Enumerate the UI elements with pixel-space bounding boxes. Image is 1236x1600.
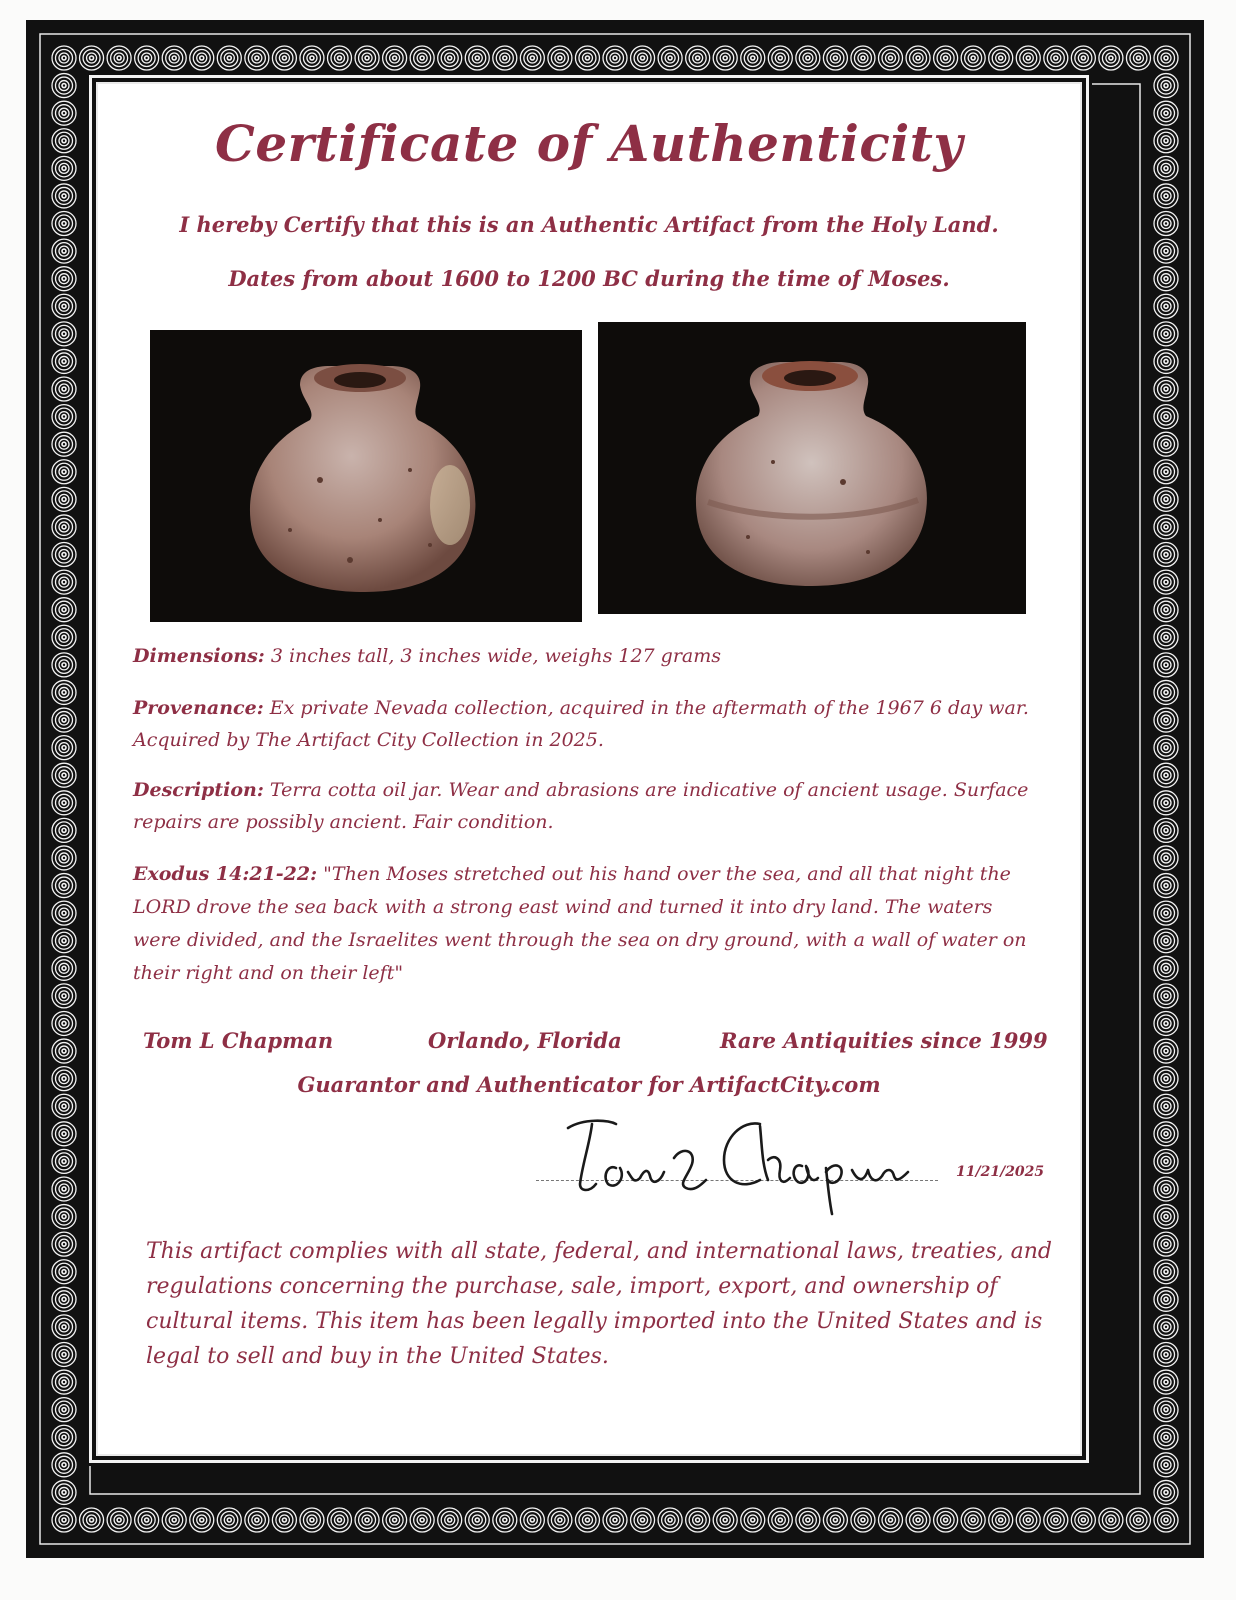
border-ring — [52, 598, 76, 622]
border-ring — [52, 432, 76, 456]
border-ring — [52, 1398, 76, 1422]
border-ring — [1099, 1508, 1123, 1532]
certificate-panel — [98, 84, 1080, 1454]
border-ring — [52, 349, 76, 373]
border-ring — [1154, 432, 1178, 456]
border-ring — [1154, 1260, 1178, 1284]
border-ring — [328, 46, 352, 70]
border-ring — [410, 46, 434, 70]
border-ring — [1154, 239, 1178, 263]
border-ring — [52, 1149, 76, 1173]
border-ring — [1154, 901, 1178, 925]
border-ring — [52, 1011, 76, 1035]
border-ring — [934, 46, 958, 70]
border-ring — [851, 1508, 875, 1532]
border-ring — [1154, 1122, 1178, 1146]
border-ring — [52, 1315, 76, 1339]
border-ring — [1154, 129, 1178, 153]
jar-image — [150, 330, 582, 622]
border-ring — [52, 1480, 76, 1504]
border-ring — [52, 1122, 76, 1146]
border-ring — [52, 129, 76, 153]
border-ring — [1154, 1039, 1178, 1063]
border-ring — [52, 156, 76, 180]
border-ring — [851, 46, 875, 70]
border-ring — [52, 874, 76, 898]
border-ring — [741, 46, 765, 70]
border-ring — [410, 1508, 434, 1532]
border-ring — [52, 901, 76, 925]
border-ring — [52, 1205, 76, 1229]
border-ring — [1154, 322, 1178, 346]
provenance-field — [133, 692, 1033, 756]
border-ring — [80, 1508, 104, 1532]
border-ring — [1154, 874, 1178, 898]
border-ring — [686, 1508, 710, 1532]
border-ring — [658, 1508, 682, 1532]
border-ring — [989, 46, 1013, 70]
border-ring — [52, 1067, 76, 1091]
provenance-value: Ex private Nevada collection, acquired in the aftermath of the 1967 6 day war. Acquired by The Artifact City Collection in 2025. — [133, 697, 1029, 751]
border-ring — [52, 1094, 76, 1118]
border-ring — [52, 294, 76, 318]
handwritten-signature — [546, 1106, 936, 1216]
border-ring — [1154, 184, 1178, 208]
description-value: Terra cotta oil jar. Wear and abrasions are indicative of ancient usage. Surface repairs are possibly ancient. Fair condition. — [133, 779, 1029, 833]
border-ring — [1154, 460, 1178, 484]
border-ring — [52, 763, 76, 787]
border-ring — [1154, 46, 1178, 70]
border-ring — [575, 46, 599, 70]
border-ring — [493, 1508, 517, 1532]
border-ring — [355, 46, 379, 70]
border-ring — [1154, 1398, 1178, 1422]
border-ring — [1154, 598, 1178, 622]
border-ring — [383, 1508, 407, 1532]
border-ring — [52, 267, 76, 291]
border-ring — [1154, 846, 1178, 870]
border-ring — [1154, 1011, 1178, 1035]
border-ring — [1154, 1177, 1178, 1201]
border-ring — [217, 1508, 241, 1532]
border-ring — [823, 1508, 847, 1532]
border-ring — [768, 1508, 792, 1532]
border-ring — [768, 46, 792, 70]
scripture-text: "Then Moses stretched out his hand over the sea, and all that night the LORD drove the sea back with a strong east wind and turned it into dry land. The waters were divided, and the Israelites went through the sea on dry ground, with a wall of water on their right and on their left" — [133, 863, 1027, 984]
border-ring — [1154, 74, 1178, 98]
border-ring — [52, 74, 76, 98]
border-ring — [1154, 377, 1178, 401]
border-ring — [1154, 294, 1178, 318]
signer-established: Rare Antiquities since 1999 — [720, 1028, 1048, 1053]
signer-location: Orlando, Florida — [428, 1028, 622, 1053]
border-ring — [52, 212, 76, 236]
border-ring — [1016, 1508, 1040, 1532]
dating-statement: Dates from about 1600 to 1200 BC during the time of Moses. — [228, 266, 950, 291]
border-ring — [741, 1508, 765, 1532]
border-ring — [383, 46, 407, 70]
border-ring — [52, 680, 76, 704]
border-ring — [438, 46, 462, 70]
border-ring — [1126, 46, 1150, 70]
border-ring — [1154, 1205, 1178, 1229]
dimensions-field — [133, 640, 1033, 672]
border-ring — [713, 46, 737, 70]
border-ring — [52, 543, 76, 567]
border-ring — [520, 46, 544, 70]
border-ring — [52, 184, 76, 208]
border-ring — [52, 625, 76, 649]
border-ring — [631, 46, 655, 70]
border-ring — [1154, 1149, 1178, 1173]
border-ring — [328, 1508, 352, 1532]
border-ring — [1154, 349, 1178, 373]
border-ring — [52, 818, 76, 842]
border-ring — [520, 1508, 544, 1532]
border-ring — [52, 570, 76, 594]
border-ring — [52, 377, 76, 401]
border-ring — [796, 46, 820, 70]
border-ring — [52, 1508, 76, 1532]
border-ring — [1154, 570, 1178, 594]
border-ring — [52, 487, 76, 511]
certify-statement: I hereby Certify that this is an Authentic Artifact from the Holy Land. — [179, 212, 999, 237]
border-ring — [1154, 1232, 1178, 1256]
border-ring — [1126, 1508, 1150, 1532]
border-ring — [272, 46, 296, 70]
border-ring — [1154, 543, 1178, 567]
border-ring — [355, 1508, 379, 1532]
border-ring — [548, 46, 572, 70]
border-ring — [1154, 763, 1178, 787]
border-ring — [52, 46, 76, 70]
border-ring — [217, 46, 241, 70]
border-ring — [245, 46, 269, 70]
border-ring — [52, 322, 76, 346]
border-ring — [1154, 680, 1178, 704]
border-ring — [1154, 1315, 1178, 1339]
legal-compliance-statement: This artifact complies with all state, federal, and international laws, treaties, and regulations concerning the purchase, sale, import, export, and ownership of cultural items. This item has been legally imported into the United States and is legal to sell and buy in the United States. — [146, 1239, 1052, 1369]
border-ring — [1154, 929, 1178, 953]
border-ring — [1154, 818, 1178, 842]
border-ring — [245, 1508, 269, 1532]
border-ring — [493, 46, 517, 70]
jar-image — [598, 322, 1026, 614]
border-ring — [879, 46, 903, 70]
border-ring — [52, 1232, 76, 1256]
border-ring — [823, 46, 847, 70]
description-label: Description: — [133, 779, 264, 801]
artifact-photo-left — [150, 330, 582, 622]
border-ring — [1154, 1508, 1178, 1532]
border-ring — [52, 984, 76, 1008]
border-ring — [1154, 791, 1178, 815]
border-ring — [796, 1508, 820, 1532]
border-ring — [52, 1039, 76, 1063]
border-ring — [906, 1508, 930, 1532]
border-ring — [1154, 708, 1178, 732]
border-ring — [1044, 46, 1068, 70]
border-ring — [1016, 46, 1040, 70]
border-ring — [107, 46, 131, 70]
signer-name: Tom L Chapman — [143, 1028, 334, 1053]
signature-date: 11/21/2025 — [956, 1164, 1045, 1180]
border-ring — [135, 46, 159, 70]
border-ring — [272, 1508, 296, 1532]
border-ring — [52, 460, 76, 484]
border-ring — [631, 1508, 655, 1532]
border-ring — [107, 1508, 131, 1532]
border-ring — [934, 1508, 958, 1532]
border-ring — [1154, 405, 1178, 429]
border-ring — [1154, 1425, 1178, 1449]
border-ring — [135, 1508, 159, 1532]
border-ring — [465, 46, 489, 70]
border-ring — [52, 1287, 76, 1311]
border-ring — [52, 929, 76, 953]
artifact-photo-right — [598, 322, 1026, 614]
border-ring — [190, 1508, 214, 1532]
border-ring — [1154, 1287, 1178, 1311]
border-ring — [80, 46, 104, 70]
border-ring — [465, 1508, 489, 1532]
border-ring — [658, 46, 682, 70]
border-ring — [1154, 736, 1178, 760]
border-ring — [1154, 267, 1178, 291]
border-ring — [961, 1508, 985, 1532]
border-ring — [52, 1177, 76, 1201]
border-ring — [1154, 101, 1178, 125]
border-ring — [52, 1342, 76, 1366]
border-ring — [1044, 1508, 1068, 1532]
border-ring — [438, 1508, 462, 1532]
border-ring — [52, 1260, 76, 1284]
border-ring — [52, 239, 76, 263]
border-ring — [52, 1453, 76, 1477]
provenance-label: Provenance: — [133, 697, 264, 719]
guarantor-statement: Guarantor and Authenticator for ArtifactCity.com — [297, 1072, 881, 1097]
dimensions-value: 3 inches tall, 3 inches wide, weighs 127 grams — [264, 645, 721, 667]
border-ring — [906, 46, 930, 70]
border-ring — [1154, 487, 1178, 511]
border-ring — [52, 653, 76, 677]
border-ring — [52, 956, 76, 980]
border-ring — [52, 846, 76, 870]
border-ring — [1154, 984, 1178, 1008]
border-ring — [52, 405, 76, 429]
border-ring — [1154, 956, 1178, 980]
border-ring — [162, 1508, 186, 1532]
border-ring — [1154, 212, 1178, 236]
border-ring — [686, 46, 710, 70]
border-ring — [603, 1508, 627, 1532]
border-ring — [879, 1508, 903, 1532]
scripture-quote — [133, 858, 1033, 990]
border-ring — [52, 791, 76, 815]
border-ring — [1154, 1342, 1178, 1366]
border-ring — [190, 46, 214, 70]
border-ring — [52, 101, 76, 125]
description-field — [133, 774, 1033, 838]
border-ring — [1154, 625, 1178, 649]
border-ring — [1154, 515, 1178, 539]
border-ring — [52, 1370, 76, 1394]
border-ring — [1154, 1094, 1178, 1118]
certificate-title: Certificate of Authenticity — [215, 114, 963, 173]
border-ring — [548, 1508, 572, 1532]
border-ring — [300, 46, 324, 70]
border-ring — [1071, 1508, 1095, 1532]
border-ring — [52, 1425, 76, 1449]
scripture-label: Exodus 14:21-22: — [133, 863, 318, 885]
border-ring — [52, 708, 76, 732]
border-ring — [1099, 46, 1123, 70]
border-ring — [300, 1508, 324, 1532]
border-ring — [52, 515, 76, 539]
border-ring — [1154, 1453, 1178, 1477]
border-ring — [1154, 653, 1178, 677]
border-ring — [1154, 156, 1178, 180]
border-ring — [162, 46, 186, 70]
border-ring — [603, 46, 627, 70]
border-ring — [713, 1508, 737, 1532]
border-ring — [1154, 1067, 1178, 1091]
border-ring — [575, 1508, 599, 1532]
border-ring — [989, 1508, 1013, 1532]
border-ring — [1154, 1370, 1178, 1394]
border-ring — [961, 46, 985, 70]
border-ring — [1071, 46, 1095, 70]
border-ring — [52, 736, 76, 760]
dimensions-label: Dimensions: — [133, 645, 265, 667]
border-ring — [1154, 1480, 1178, 1504]
